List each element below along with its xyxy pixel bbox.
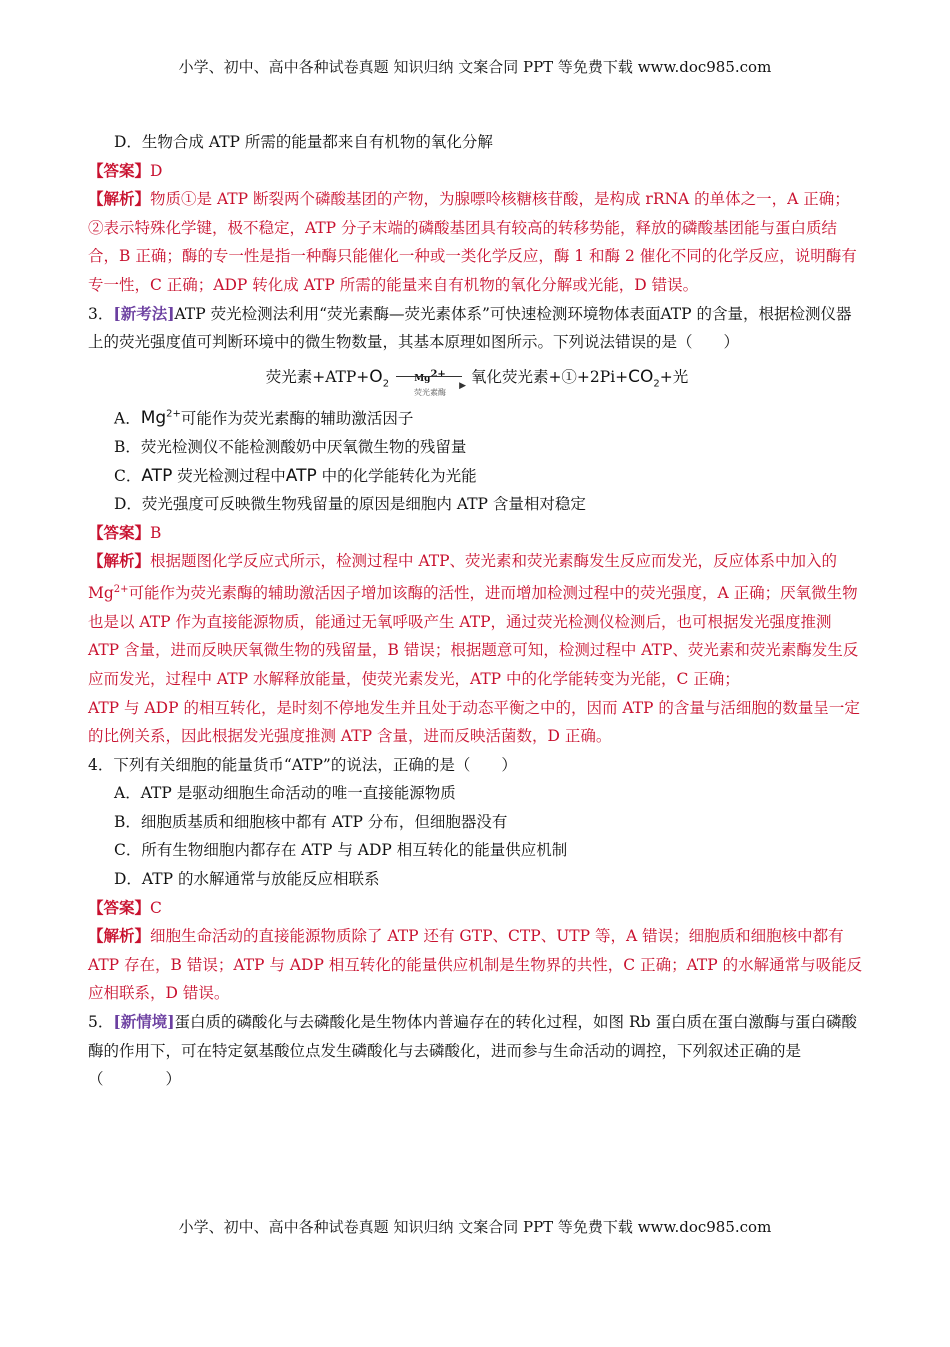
- question-text: ATP 荧光检测法利用“荧光素酶—荧光素体系”可快速检测环境物体表面ATP 的含量，根据检测仪器上的荧光强度值可判断环境中的微生物数量，其基本原理如图所示。下列说法错误的是（ ）: [88, 304, 852, 352]
- q3-option-d: D．荧光强度可反映微生物残留量的原因是细胞内 ATP 含量相对稳定: [114, 495, 586, 514]
- mg-sup: 2+: [166, 408, 181, 420]
- q3-analysis-1: [88, 547, 866, 693]
- arrow-head-icon: ▶: [459, 380, 466, 391]
- reaction-equation: [88, 363, 866, 397]
- q4-answer: [88, 894, 866, 923]
- q2-option-d: D．生物合成 ATP 所需的能量都来自有机物的氧化分解: [114, 133, 493, 151]
- option-prefix: C．: [114, 466, 142, 485]
- q4-option-d: D．ATP 的水解通常与放能反应相联系: [114, 870, 380, 889]
- arrow-enzyme: 荧光素酶: [414, 387, 446, 397]
- option-mg: [141, 408, 181, 428]
- answer-value: D: [150, 161, 163, 180]
- question-number: 3．: [88, 304, 114, 323]
- arrow-mg: Mg: [414, 373, 431, 384]
- q4-stem: 4．下列有关细胞的能量货币“ATP”的说法，正确的是（ ）: [88, 755, 517, 774]
- eq-o2: [369, 366, 390, 390]
- analysis-text: 可能作为荧光素酶的辅助激活因子增加该酶的活性，进而增加检测过程中的荧光强度，A 正确；厌氧微生物也是以 ATP 作为直接能源物质，能通过无氧呼吸产生 ATP，通过荧光检测仪检测后，也可根据发光强度推测 ATP 含量，进而反映厌氧微生物的残留量，B 错误；根据题意可知，检测过程中 ATP、荧光素和荧光素酶发生反应而发光，过程中 ATP 水解释放能量，使荧光素发光，ATP 中的化学能转变为光能，C 正确；: [88, 584, 859, 688]
- q2-analysis-1: [88, 185, 866, 214]
- question-tag: [新情境]: [113, 1012, 175, 1032]
- atp-text: ATP: [141, 465, 173, 486]
- analysis-text: 物质①是 ATP 断裂两个磷酸基团的产物，为腺嘌呤核糖核苷酸，是构成 rRNA 的单体之一，A 正确；: [150, 190, 850, 209]
- option-text: 可能作为荧光素酶的辅助激活因子: [180, 409, 414, 428]
- eq-o2-sub: 2: [382, 378, 390, 390]
- q3-option-b: B．荧光检测仪不能检测酸奶中厌氧微生物的残留量: [114, 438, 467, 456]
- page-footer: 小学、初中、高中各种试卷真题 知识归纳 文案合同 PPT 等免费下载 www.doc985.com: [178, 1218, 772, 1236]
- page-header: 小学、初中、高中各种试卷真题 知识归纳 文案合同 PPT 等免费下载 www.doc985.com: [178, 58, 772, 76]
- q3-option-c: [88, 462, 866, 491]
- q5-stem: [88, 1008, 866, 1094]
- answer-tag: 【答案】: [88, 160, 151, 180]
- question-tag: [新考法]: [113, 303, 175, 323]
- analysis-tag: 【解析】: [88, 551, 151, 571]
- eq-co2-letter: CO: [628, 366, 654, 387]
- atp-text: ATP: [285, 465, 317, 486]
- q4-analysis: [88, 922, 866, 1008]
- arrow-line: [396, 376, 462, 377]
- q4-option-b: B．细胞质基质和细胞核中都有 ATP 分布，但细胞器没有: [114, 812, 508, 831]
- eq-o2-letter: O: [369, 366, 383, 387]
- q3-stem: [88, 300, 866, 357]
- analysis-tag: 【解析】: [88, 926, 151, 946]
- question-number: 5．: [88, 1013, 114, 1032]
- option-prefix: A．: [114, 409, 141, 428]
- analysis-text: 细胞生命活动的直接能源物质除了 ATP 还有 GTP、CTP、UTP 等，A 错误；细胞质和细胞核中都有 ATP 存在，B 错误；ATP 与 ADP 相互转化的能量供应机制是生物界的共性，C 正确；ATP 的水解通常与吸能反应相联系，D 错误。: [88, 927, 863, 1003]
- eq-co2-sub: 2: [653, 378, 660, 390]
- mg-sup: 2+: [113, 583, 129, 595]
- q2-analysis-2: ②表示特殊化学键，极不稳定，ATP 分子末端的磷酸基团具有较高的转移势能，释放的磷酸基团能与蛋白质结合，B 正确；酶的专一性是指一种酶只能催化一种或一类化学反应，酶 1 和酶 2 催化不同的化学反应，说明酶有专一性，C 正确；ADP 转化成 ATP 所需的能量来自有机物的氧化分解或光能，D 错误。: [88, 218, 857, 294]
- analysis-tag: 【解析】: [88, 189, 151, 209]
- answer-tag: 【答案】: [88, 897, 151, 917]
- answer-value: C: [150, 898, 162, 917]
- q3-option-a: [88, 401, 866, 433]
- document-body: [88, 128, 866, 1094]
- eq-left: 荧光素+ATP+: [265, 367, 370, 386]
- arrow-mg-sup: 2+: [430, 368, 446, 380]
- q3-analysis-2: ATP 与 ADP 的相互转化，是时刻不停地发生并且处于动态平衡之中的，因而 ATP 的含量与活细胞的数量呈一定的比例关系，因此根据发光强度推测 ATP 含量，进而反映活菌数，D 正确。: [88, 698, 860, 746]
- reaction-arrow: [394, 363, 466, 397]
- eq-right-1: 氧化荧光素+①+2Pi+: [470, 367, 629, 386]
- q4-option-a: A．ATP 是驱动细胞生命活动的唯一直接能源物质: [114, 784, 456, 803]
- answer-value: B: [150, 523, 162, 542]
- option-text: 荧光检测过程中: [172, 466, 286, 485]
- q4-option-c: C．所有生物细胞内都存在 ATP 与 ADP 相互转化的能量供应机制: [114, 841, 568, 860]
- analysis-text: 根据题图化学反应式所示，检测过程中 ATP、荧光素和荧光素酶发生反应而发光，反应体系中加入的 Mg: [88, 552, 838, 603]
- eq-right-2: +光: [659, 367, 689, 386]
- eq-co2: [628, 366, 660, 390]
- answer-tag: 【答案】: [88, 522, 151, 542]
- q2-answer: [88, 157, 866, 186]
- q3-answer: [88, 519, 866, 548]
- mg-text: Mg: [140, 408, 167, 429]
- option-text: 中的化学能转化为光能: [316, 466, 477, 485]
- question-text: 蛋白质的磷酸化与去磷酸化是生物体内普遍存在的转化过程，如图 Rb 蛋白质在蛋白激酶与蛋白磷酸酶的作用下，可在特定氨基酸位点发生磷酸化与去磷酸化，进而参与生命活动的调控，下列叙述正确的是（ ）: [88, 1013, 857, 1089]
